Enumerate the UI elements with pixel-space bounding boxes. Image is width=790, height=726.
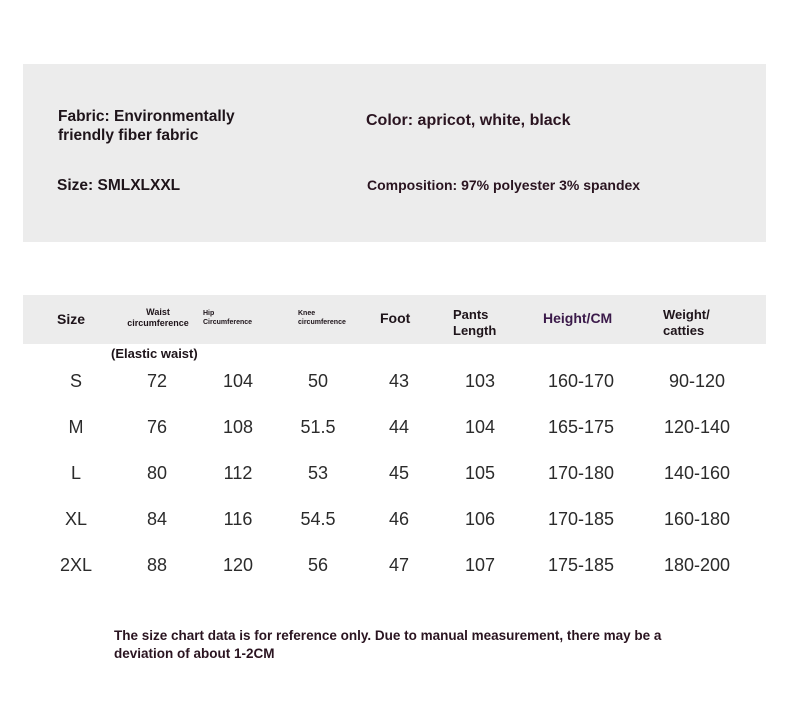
cell-length: 104 bbox=[464, 417, 496, 437]
cell-height: 170-185 bbox=[547, 509, 615, 529]
cell-knee: 51.5 bbox=[300, 417, 336, 437]
header-foot: Foot bbox=[380, 310, 411, 326]
cell-hip: 104 bbox=[222, 371, 254, 391]
cell-hip: 116 bbox=[223, 509, 253, 529]
table-row bbox=[0, 371, 790, 395]
cell-length: 105 bbox=[464, 463, 496, 483]
cell-size: XL bbox=[64, 509, 88, 529]
product-info-panel bbox=[23, 64, 766, 242]
cell-hip: 108 bbox=[222, 417, 254, 437]
cell-hip: 120 bbox=[222, 555, 254, 575]
cell-waist: 76 bbox=[146, 417, 168, 437]
cell-height: 170-180 bbox=[547, 463, 615, 483]
cell-hip: 112 bbox=[223, 463, 253, 483]
header-pants-length: Pants Length bbox=[453, 307, 497, 338]
table-row bbox=[0, 463, 790, 487]
cell-foot: 44 bbox=[388, 417, 410, 437]
cell-foot: 46 bbox=[388, 509, 410, 529]
cell-size: 2XL bbox=[59, 555, 93, 575]
cell-waist: 88 bbox=[146, 555, 168, 575]
cell-size: L bbox=[70, 463, 81, 483]
cell-weight: 90-120 bbox=[668, 371, 726, 391]
cell-foot: 47 bbox=[388, 555, 410, 575]
header-weight: Weight/ catties bbox=[663, 307, 710, 338]
cell-length: 107 bbox=[464, 555, 496, 575]
cell-waist: 80 bbox=[146, 463, 168, 483]
color-info: Color: apricot, white, black bbox=[366, 112, 571, 129]
cell-knee: 53 bbox=[307, 463, 329, 483]
cell-size: M bbox=[68, 417, 84, 437]
cell-weight: 180-200 bbox=[663, 555, 731, 575]
waist-note: (Elastic waist) bbox=[111, 346, 198, 361]
header-waist: Waist circumference bbox=[127, 307, 189, 328]
cell-foot: 43 bbox=[388, 371, 410, 391]
disclaimer-note: The size chart data is for reference only. Due to manual measurement, there may be a deviation of about 1-2CM bbox=[114, 628, 662, 661]
header-height: Height/CM bbox=[543, 310, 613, 326]
size-table-header bbox=[23, 295, 766, 344]
header-hip: Hip Circumference bbox=[203, 310, 253, 326]
table-row bbox=[0, 417, 790, 441]
cell-weight: 120-140 bbox=[663, 417, 731, 437]
cell-weight: 140-160 bbox=[663, 463, 731, 483]
cell-length: 103 bbox=[464, 371, 496, 391]
cell-knee: 54.5 bbox=[300, 509, 336, 529]
cell-waist: 72 bbox=[146, 371, 168, 391]
cell-length: 106 bbox=[464, 509, 496, 529]
cell-foot: 45 bbox=[388, 463, 410, 483]
table-row bbox=[0, 509, 790, 533]
cell-waist: 84 bbox=[146, 509, 168, 529]
cell-height: 165-175 bbox=[547, 417, 615, 437]
cell-knee: 50 bbox=[307, 371, 329, 391]
cell-height: 175-185 bbox=[547, 555, 615, 575]
cell-height: 160-170 bbox=[547, 371, 615, 391]
table-row bbox=[0, 555, 790, 579]
header-size: Size bbox=[57, 311, 86, 327]
cell-size: S bbox=[69, 371, 82, 391]
size-info: Size: SMLXLXXL bbox=[57, 177, 181, 194]
cell-weight: 160-180 bbox=[663, 509, 731, 529]
header-knee: Knee circumference bbox=[298, 310, 346, 326]
composition-info: Composition: 97% polyester 3% spandex bbox=[367, 177, 641, 193]
fabric-info: Fabric: Environmentally friendly fiber fabric bbox=[58, 108, 235, 144]
cell-knee: 56 bbox=[307, 555, 329, 575]
